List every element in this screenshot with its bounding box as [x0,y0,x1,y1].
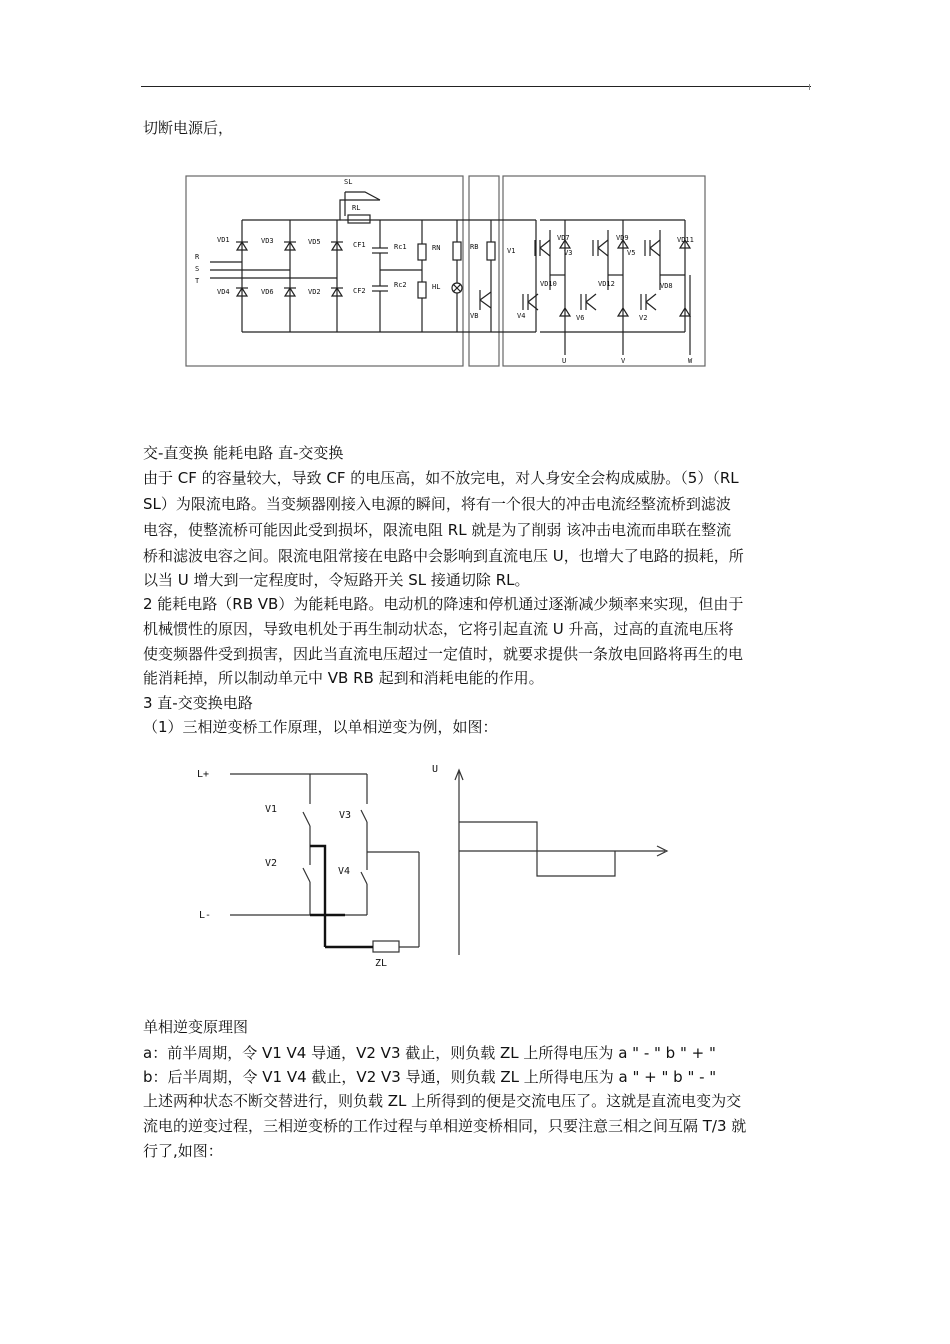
label-l-minus: L- [199,910,212,921]
label-vd1: VD1 [217,236,230,244]
header-rule [141,86,811,87]
label-u-axis: U [432,764,439,775]
para1-line-5: 以当 U 增大到一定程度时，令短路开关 SL 接通切除 RL。 [143,571,530,589]
label-rc2: Rc2 [394,281,407,289]
label-rb: RB [470,243,479,251]
label-zl: ZL [375,958,388,969]
intro-text: 切断电源后， [143,119,234,137]
label-v6: V6 [576,314,585,322]
label-v-out: V [621,357,626,365]
label-t: T [195,277,200,285]
label-v3: V3 [564,249,573,257]
label-w: W [688,357,693,365]
label-vd3: VD3 [261,237,274,245]
para2-line-2: 机械惯性的原因，导致电机处于再生制动状态，它将引起直流 U 升高，过高的直流电压将 [143,620,734,638]
label-vd12: VD12 [598,280,615,288]
label-v2: V2 [639,314,648,322]
para1-line-4: 桥和滤波电容之间。限流电阻常接在电路中会影响到直流电压 U，也增大了电路的损耗，所 [143,547,744,565]
single-phase-inverter-diagram [185,760,675,970]
para1-line-3: 电容，使整流桥可能因此受到损坏，限流电阻 RL 就是为了削弱 该冲击电流而串联在整流 [143,521,732,539]
label-v4: V4 [338,866,351,877]
label-vd7: VD7 [557,234,570,242]
conclusion-line-2: 流电的逆变过程，三相逆变桥的工作过程与单相逆变桥相同，只要注意三相之间互隔 T/3 就 [143,1117,747,1135]
label-vd10: VD10 [540,280,557,288]
label-vb: VB [470,312,479,320]
para1-line-1: 由于 CF 的容量较大，导致 CF 的电压高，如不放完电，对人身安全会构成威胁。（5）（RL [143,469,739,487]
label-vd5: VD5 [308,238,321,246]
para3: （1）三相逆变桥工作原理，以单相逆变为例，如图： [143,718,498,736]
label-s: S [195,265,200,273]
state-b-line: b：后半周期，令 V1 V4 截止，V2 V3 导通，则负载 ZL 上所得电压为 a " + " b " - " [143,1068,717,1086]
label-vd2: VD2 [308,288,321,296]
para2-line-1: 2 能耗电路（RB VB）为能耗电路。电动机的降速和停机通过逐渐减少频率来实现，但由于 [143,595,744,613]
label-vd6: VD6 [261,288,274,296]
label-u: U [562,357,567,365]
label-rn: RN [432,244,441,252]
label-vd9: VD9 [616,234,629,242]
label-v5: V5 [627,249,636,257]
state-a-line: a：前半周期，令 V1 V4 导通，V2 V3 截止，则负载 ZL 上所得电压为 a " - " b " + " [143,1044,716,1062]
label-v1: V1 [265,804,278,815]
label-v2: V2 [265,858,278,869]
label-v1: V1 [507,247,516,255]
conclusion-line-3: 行了,如图： [143,1142,223,1160]
header-rule-tick [809,84,810,90]
label-rl: RL [352,204,361,212]
label-vd4: VD4 [217,288,230,296]
label-r: R [195,253,200,261]
label-vd8: VD8 [660,282,673,290]
para2-line-3: 使变频器件受到损害，因此当直流电压超过一定值时，就要求提供一条放电回路将再生的电 [143,645,744,663]
para2-line-4: 能消耗掉，所以制动单元中 VB RB 起到和消耗电能的作用。 [143,669,544,687]
heading-3: 3 直-交变换电路 [143,694,253,712]
label-vd11: VD11 [677,236,694,244]
figure-1-caption: 交-直变换 能耗电路 直-交变换 [143,444,344,462]
figure-2-caption: 单相逆变原理图 [143,1018,249,1036]
label-cf2: CF2 [353,287,366,295]
para1-line-2: SL）为限流电路。当变频器刚接入电源的瞬间，将有一个很大的冲击电流经整流桥到滤波 [143,495,731,513]
label-hl: HL [432,283,441,291]
label-rc1: Rc1 [394,243,407,251]
label-v4: V4 [517,312,526,320]
label-cf1: CF1 [353,241,366,249]
conclusion-line-1: 上述两种状态不断交替进行，则负载 ZL 上所得到的便是交流电压了。这就是直流电变为交 [143,1092,742,1110]
vfd-circuit-diagram [180,170,710,376]
label-sl: SL [344,178,353,186]
label-v3: V3 [339,810,352,821]
label-l-plus: L+ [197,769,210,780]
